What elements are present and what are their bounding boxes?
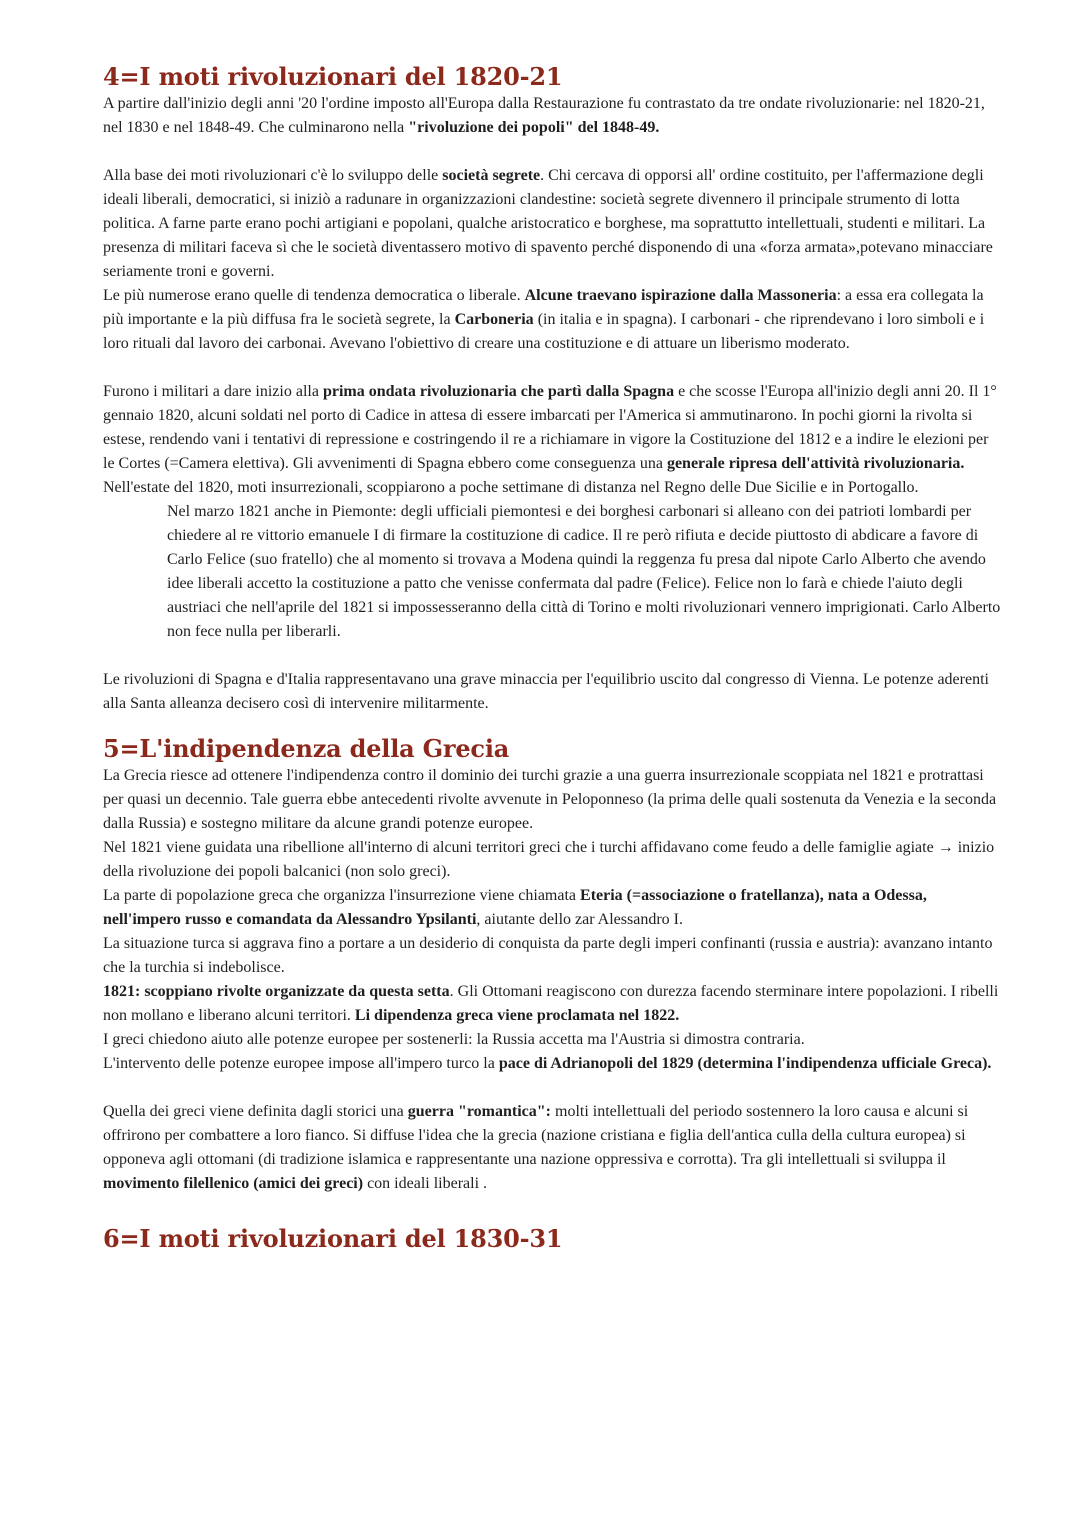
- section-4-paragraph-conclusione: Le rivoluzioni di Spagna e d'Italia rappresentavano una grave minaccia per l'equilibrio uscito dal congresso di Vienna. Le potenze aderenti alla Santa alleanza decisero così di intervenire militarmente.: [103, 671, 989, 712]
- document-page: [103, 62, 1003, 1254]
- section-4-paragraph-spagna: Furono i militari a dare inizio alla prima ondata rivoluzionaria che partì dalla Spagna e che scosse l'Europa all'inizio degli anni 20. Il 1° gennaio 1820, alcuni soldati nel porto di Cadice in attesa di essere imbarcati per l'America si ammutinarono. In pochi giorni la rivolta si estese, rendendo vani i tentativi di repressione e costringendo il re a richiamare in vigore la Costituzione del 1812 e a indire le elezioni per le Cortes (=Camera elettiva). Gli avvenimenti di Spagna ebbero come conseguenza una generale ripresa dell'attività rivoluzionaria.: [103, 383, 997, 472]
- section-4-title: 4=I moti rivoluzionari del 1820-21: [103, 62, 563, 91]
- section-5-paragraph-intro: La Grecia riesce ad ottenere l'indipendenza contro il dominio dei turchi grazie a una guerra insurrezionale scoppiata nel 1821 e protrattasi per quasi un decennio. Tale guerra ebbe antecedenti rivolte avvenute in Peloponneso (la prima delle quali sostenuta da Venezia e la seconda dalla Russia) e sostegno militare da alcune grandi potenze europee.: [103, 767, 997, 832]
- section-5-paragraph-1821: 1821: scoppiano rivolte organizzate da questa setta. Gli Ottomani reagiscono con durezza facendo sterminare intere popolazioni. I ribelli non mollano e liberano alcuni territori. Li dipendenza greca viene proclamata nel 1822.: [103, 983, 999, 1024]
- section-4-paragraph-societa: Alla base dei moti rivoluzionari c'è lo sviluppo delle società segrete. Chi cercava di opporsi all' ordine costituito, per l'affermazione degli ideali liberali, democratici, si iniziò a radunare in organizzazioni clandestine: società segrete divennero il principale strumento di lotta politica. A farne parte erano pochi artigiani e popolani, qualche aristocratico e borghese, ma soprattutto intellettuali, studenti e militari. La presenza di militari faceva sì che le società diventassero motivo di spavento perché disponendo di una «forza armata»,potevano minacciare seriamente troni e governi.: [103, 167, 993, 280]
- section-5-paragraph-romantica: Quella dei greci viene definita dagli storici una guerra "romantica": molti intellettuali del periodo sostennero la loro causa e alcuni si offrirono per combattere a loro fianco. Si diffuse l'idea che la grecia (nazione cristiana e figlia dell'antica culla della cultura europea) si opponeva agli ottomani (di tradizione islamica e rappresentante una nazione oppressiva e corrotta). Tra gli intellettuali si sviluppa il movimento filellenico (amici dei greci) con ideali liberali .: [103, 1103, 969, 1192]
- section-4-paragraph-intro: A partire dall'inizio degli anni '20 l'ordine imposto all'Europa dalla Restaurazione fu contrastato da tre ondate rivoluzionarie: nel 1820-21, nel 1830 e nel 1848-49. Che culminarono nella "rivoluzione dei popoli" del 1848-49.: [103, 95, 985, 136]
- section-4-paragraph-estate: Nell'estate del 1820, moti insurrezionali, scoppiarono a poche settimane di distanza nel Regno delle Due Sicilie e in Portogallo.: [103, 479, 919, 496]
- section-4-paragraph-carboneria: Le più numerose erano quelle di tendenza democratica o liberale. Alcune traevano ispirazione dalla Massoneria: a essa era collegata la più importante e la più diffusa fra le società segrete, la Carboneria (in italia e in spagna). I carbonari - che riprendevano i loro simboli e i loro rituali dal lavoro dei carbonai. Avevano l'obiettivo di creare una costituzione e di attuare un liberismo moderato.: [103, 287, 985, 352]
- section-4-paragraph-piemonte: Nel marzo 1821 anche in Piemonte: degli ufficiali piemontesi e dei borghesi carbonari si alleano con dei patrioti lombardi per chiedere al re vittorio emanuele I di firmare la costituzione di cadice. Il re però rifiuta e decide piuttosto di abdicare a favore di Carlo Felice (suo fratello) che al momento si trovava a Modena quindi la reggenza fu presa dal nipote Carlo Alberto che avendo idee liberali accetto la costituzione a patto che venisse confermata dal padre (Felice). Felice non lo farà e chiede l'aiuto degli austriaci che nell'aprile del 1821 si impossesseranno della città di Torino e molti rivoluzionari vennero imprigionati. Carlo Alberto non fece nulla per liberarli.: [167, 503, 1001, 640]
- section-5-paragraph-eteria: La parte di popolazione greca che organizza l'insurrezione viene chiamata Eteria (=associazione o fratellanza), nata a Odessa, nell'impero russo e comandata da Alessandro Ypsilanti, aiutante dello zar Alessandro I.: [103, 887, 927, 928]
- section-5-title: 5=L'indipendenza della Grecia: [103, 734, 510, 763]
- section-5-paragraph-aiuto: I greci chiedono aiuto alle potenze europee per sostenerli: la Russia accetta ma l'Austria si dimostra contraria.: [103, 1031, 805, 1048]
- section-6-title: 6=I moti rivoluzionari del 1830-31: [103, 1224, 563, 1253]
- section-5-paragraph-situazione: La situazione turca si aggrava fino a portare a un desiderio di conquista da parte degli imperi confinanti (russia e austria): avanzano intanto che la turchia si indebolisce.: [103, 935, 993, 976]
- section-5-paragraph-adrianopoli: L'intervento delle potenze europee impose all'impero turco la pace di Adrianopoli del 1829 (determina l'indipendenza ufficiale Greca).: [103, 1055, 992, 1072]
- section-5-paragraph-ribellione: Nel 1821 viene guidata una ribellione all'interno di alcuni territori greci che i turchi affidavano come feudo a delle famiglie agiate → inizio della rivoluzione dei popoli balcanici (non solo greci).: [103, 839, 995, 880]
